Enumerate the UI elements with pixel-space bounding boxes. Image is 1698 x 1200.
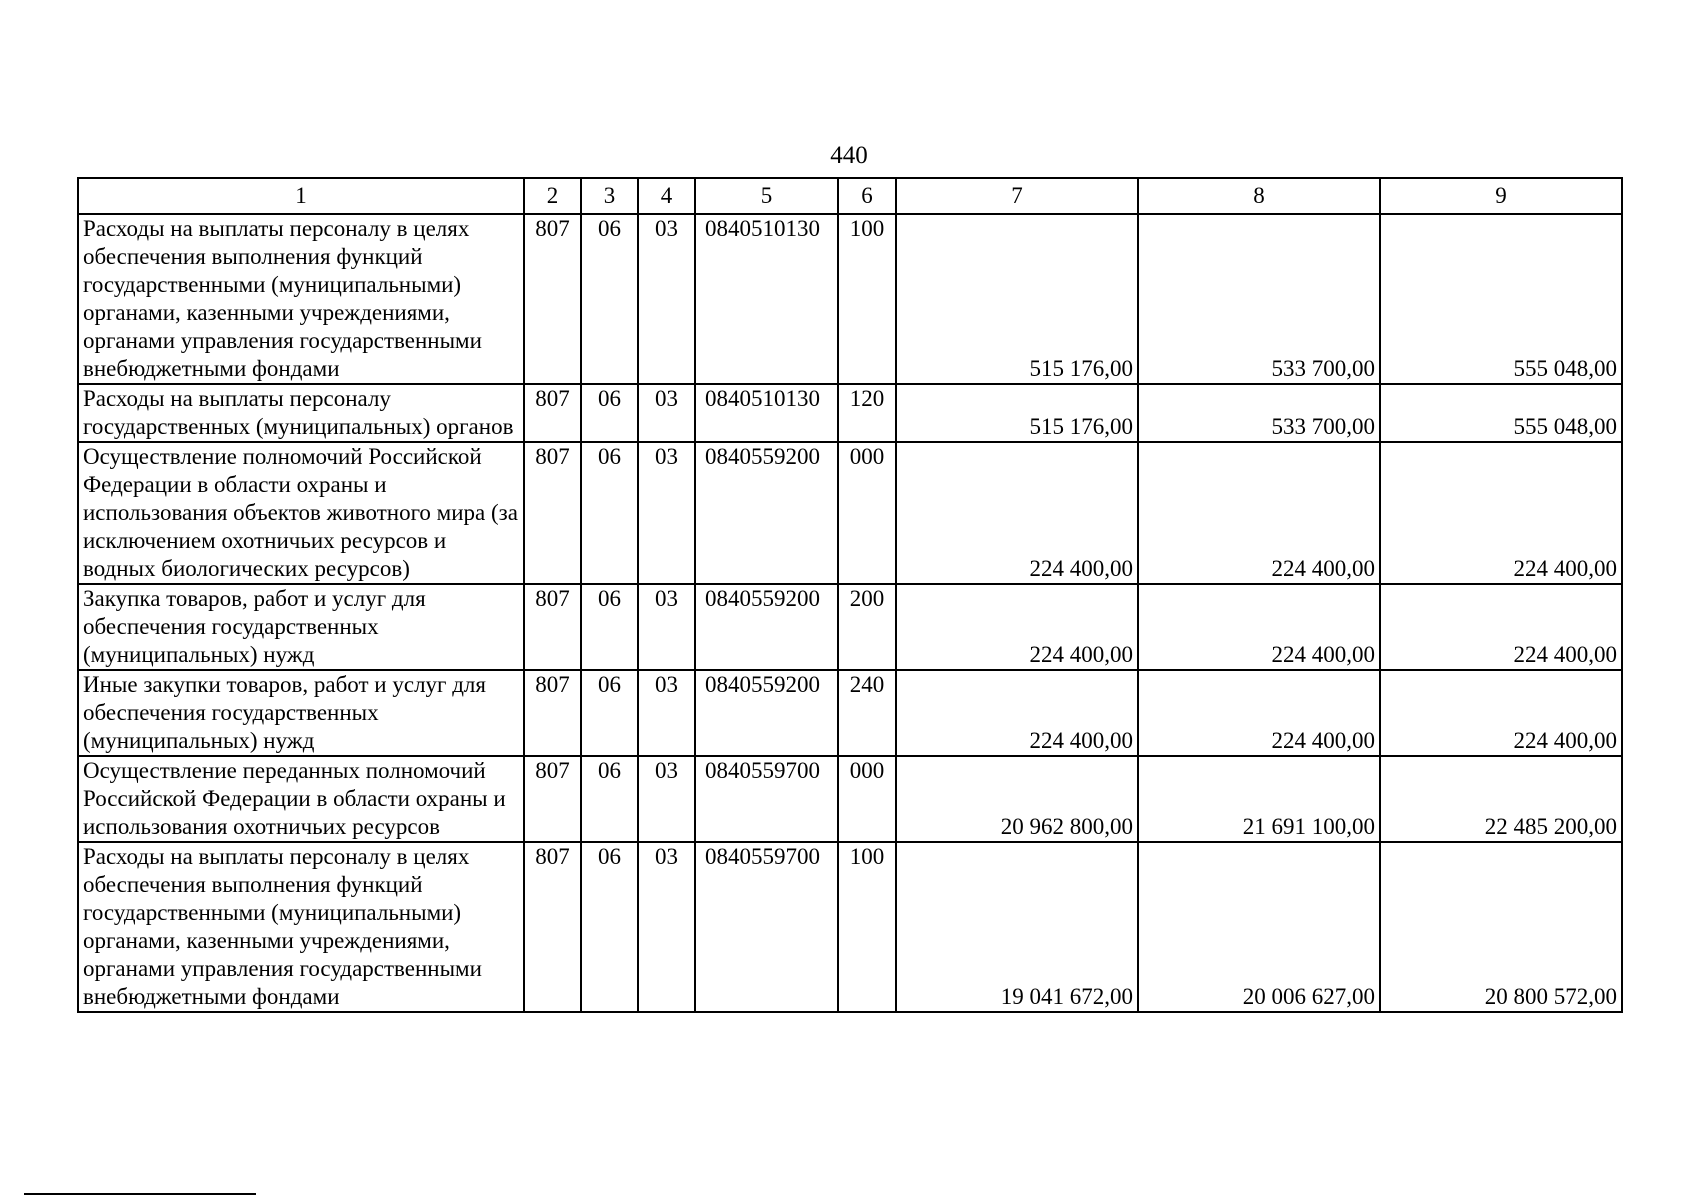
- header-cell-7: 7: [896, 178, 1138, 214]
- target-article-code: 0840559700: [695, 842, 838, 1012]
- ministry-code: 807: [524, 442, 581, 584]
- section-code: 06: [581, 584, 638, 670]
- amount-col-7: 20 962 800,00: [896, 756, 1138, 842]
- header-cell-6: 6: [838, 178, 896, 214]
- header-cell-9: 9: [1380, 178, 1622, 214]
- subsection-code: 03: [638, 214, 695, 384]
- expense-type-code: 200: [838, 584, 896, 670]
- budget-table: [77, 177, 1623, 1013]
- header-cell-3: 3: [581, 178, 638, 214]
- header-cell-4: 4: [638, 178, 695, 214]
- ministry-code: 807: [524, 756, 581, 842]
- amount-col-9: 22 485 200,00: [1380, 756, 1622, 842]
- section-code: 06: [581, 670, 638, 756]
- section-code: 06: [581, 384, 638, 442]
- subsection-code: 03: [638, 384, 695, 442]
- row-name: Расходы на выплаты персоналу в целях обеспечения выполнения функций государственными (муниципальными) органами, казенными учреждениями, органами управления государственными внебюджетными фондами: [78, 214, 524, 384]
- section-code: 06: [581, 842, 638, 1012]
- table-row: [78, 584, 1622, 670]
- ministry-code: 807: [524, 842, 581, 1012]
- expense-type-code: 240: [838, 670, 896, 756]
- section-code: 06: [581, 214, 638, 384]
- amount-col-7: 224 400,00: [896, 442, 1138, 584]
- amount-col-7: 515 176,00: [896, 214, 1138, 384]
- section-code: 06: [581, 442, 638, 584]
- row-name: Осуществление полномочий Российской Федерации в области охраны и использования объектов животного мира (за исключением охотничьих ресурсов и водных биологических ресурсов): [78, 442, 524, 584]
- header-cell-5: 5: [695, 178, 838, 214]
- amount-col-8: 224 400,00: [1138, 584, 1380, 670]
- table-row: [78, 756, 1622, 842]
- header-cell-8: 8: [1138, 178, 1380, 214]
- amount-col-7: 224 400,00: [896, 584, 1138, 670]
- subsection-code: 03: [638, 756, 695, 842]
- amount-col-9: 224 400,00: [1380, 670, 1622, 756]
- amount-col-9: 224 400,00: [1380, 442, 1622, 584]
- amount-col-8: 224 400,00: [1138, 670, 1380, 756]
- row-name: Расходы на выплаты персоналу государственных (муниципальных) органов: [78, 384, 524, 442]
- row-name: Закупка товаров, работ и услуг для обеспечения государственных (муниципальных) нужд: [78, 584, 524, 670]
- subsection-code: 03: [638, 670, 695, 756]
- amount-col-8: 20 006 627,00: [1138, 842, 1380, 1012]
- ministry-code: 807: [524, 670, 581, 756]
- ministry-code: 807: [524, 384, 581, 442]
- target-article-code: 0840559200: [695, 670, 838, 756]
- amount-col-9: 20 800 572,00: [1380, 842, 1622, 1012]
- amount-col-8: 533 700,00: [1138, 214, 1380, 384]
- table-row: [78, 214, 1622, 384]
- ministry-code: 807: [524, 584, 581, 670]
- amount-col-8: 533 700,00: [1138, 384, 1380, 442]
- target-article-code: 0840559700: [695, 756, 838, 842]
- row-name: Осуществление переданных полномочий Российской Федерации в области охраны и использования охотничьих ресурсов: [78, 756, 524, 842]
- section-code: 06: [581, 756, 638, 842]
- table-header-row: [78, 178, 1622, 214]
- amount-col-8: 224 400,00: [1138, 442, 1380, 584]
- amount-col-9: 555 048,00: [1380, 214, 1622, 384]
- target-article-code: 0840559200: [695, 442, 838, 584]
- expense-type-code: 000: [838, 756, 896, 842]
- amount-col-7: 19 041 672,00: [896, 842, 1138, 1012]
- target-article-code: 0840510130: [695, 214, 838, 384]
- header-cell-2: 2: [524, 178, 581, 214]
- expense-type-code: 120: [838, 384, 896, 442]
- amount-col-7: 515 176,00: [896, 384, 1138, 442]
- expense-type-code: 100: [838, 214, 896, 384]
- table-row: [78, 384, 1622, 442]
- row-name: Расходы на выплаты персоналу в целях обеспечения выполнения функций государственными (муниципальными) органами, казенными учреждениями, органами управления государственными внебюджетными фондами: [78, 842, 524, 1012]
- amount-col-8: 21 691 100,00: [1138, 756, 1380, 842]
- target-article-code: 0840559200: [695, 584, 838, 670]
- table-row: [78, 442, 1622, 584]
- subsection-code: 03: [638, 584, 695, 670]
- row-name: Иные закупки товаров, работ и услуг для обеспечения государственных (муниципальных) нужд: [78, 670, 524, 756]
- expense-type-code: 000: [838, 442, 896, 584]
- page-number: 440: [830, 142, 868, 169]
- subsection-code: 03: [638, 442, 695, 584]
- target-article-code: 0840510130: [695, 384, 838, 442]
- amount-col-9: 224 400,00: [1380, 584, 1622, 670]
- expense-type-code: 100: [838, 842, 896, 1012]
- footnote-separator-line: [24, 1193, 256, 1195]
- amount-col-7: 224 400,00: [896, 670, 1138, 756]
- header-cell-1: 1: [78, 178, 524, 214]
- amount-col-9: 555 048,00: [1380, 384, 1622, 442]
- table-row: [78, 842, 1622, 1012]
- ministry-code: 807: [524, 214, 581, 384]
- subsection-code: 03: [638, 842, 695, 1012]
- table-row: [78, 670, 1622, 756]
